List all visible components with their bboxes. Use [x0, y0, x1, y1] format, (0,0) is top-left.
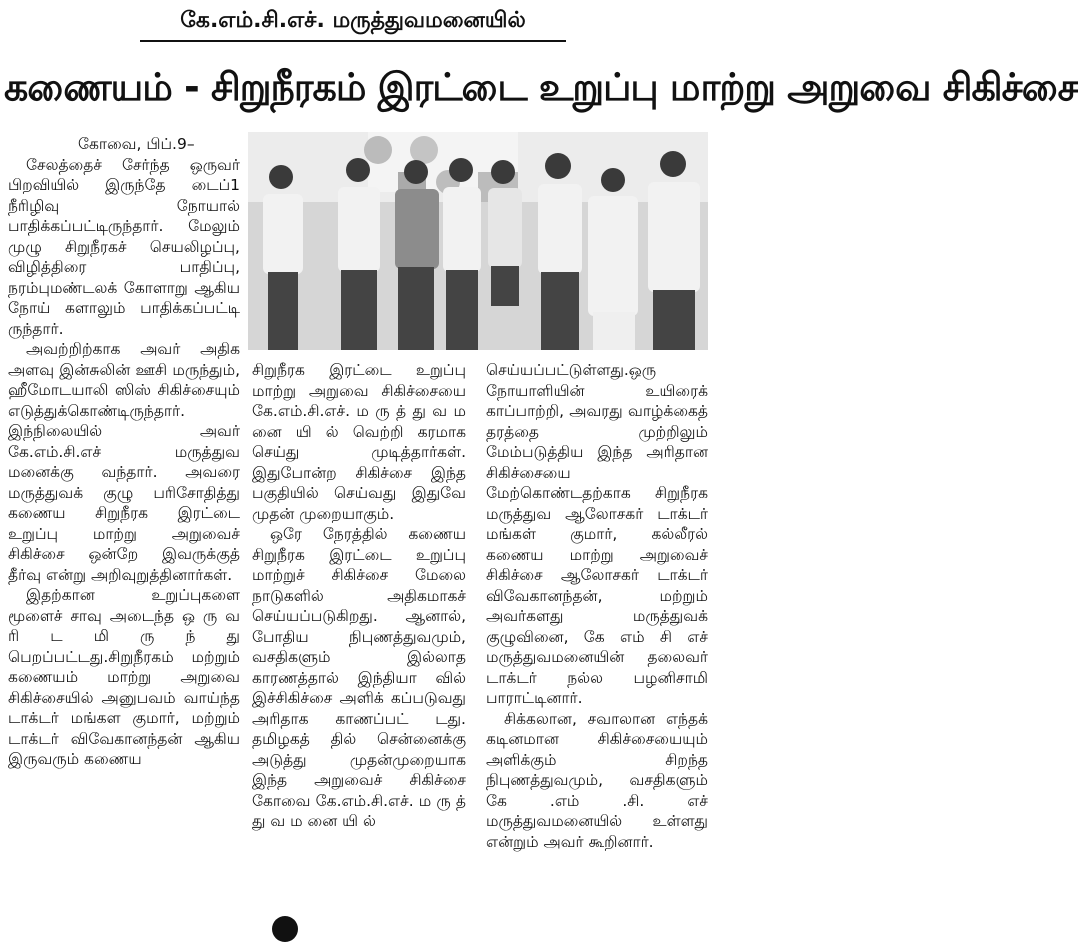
paragraph: சிறுநீரக இரட்டை உறுப்பு மாற்று அறுவை சிகிச்சையை கே.எம்.சி.எச். ம ரு த் து வ ம னை யி ல் வெற்றி கரமாக செய்து முடித்தார்கள். இதுபோன்ற சிகிச்சை இந்த பகுதியில் செய்வது இதுவே முதன் முறையாகும்.: [252, 361, 466, 523]
article-column-1: [8, 134, 240, 930]
paragraph: அவற்றிற்காக அவர் அதிக அளவு இன்சுலின் ஊசி மருந்தும், ஹீமோடயாலி ஸிஸ் சிகிச்சையும் எடுத்துக்கொண்டிருந்தார். இந்நிலையில் அவர் கே.எம்.சி.எச் மருத்துவ மனைக்கு வந்தார். அவரை மருத்துவக் குழு பரிசோதித்து கணைய சிறுநீரக இரட்டை உறுப்பு மாற்று அறுவைச் சிகிச்சை ஒன்றே இவருக்குத் தீர்வு என்று அறிவுறுத்தினார்கள்.: [8, 340, 240, 584]
paragraph: ஒரே நேரத்தில் கணைய சிறுநீரக இரட்டை உறுப்பு மாற்றுச் சிகிச்சை மேலை நாடுகளில் அதிகமாகச் செய்யப்படுகிறது. ஆனால், போதிய நிபுணத்துவமும், வசதிகளும் இல்லாத காரணத்தால் இந்தியா வில் இச்சிகிச்சை அளிக் கப்படுவது அரிதாக காணப்பட் டது. தமிழகத் தில் சென்னைக்கு அடுத்து முதன்முறையாக இந்த அறுவைச் சிகிச்சை கோவை கே.எம்.சி.எச். ம ரு த் து வ ம னை யி ல்: [252, 525, 466, 830]
kicker-underline: [140, 40, 566, 42]
headline: கணையம் - சிறுநீரகம் இரட்டை உறுப்பு மாற்று அறுவை சிகிச்சை: [4, 65, 1078, 109]
paragraph: சிக்கலான, சவாலான எந்தக் கடினமான சிகிச்சையையும் அளிக்கும் சிறந்த நிபுணத்துவமும், வசதிகளும் கே .எம் .சி. எச் மருத்துவமனையில் உள்ளது என்றும் அவர் கூறினார்.: [486, 709, 708, 851]
group-photo-illustration: [248, 132, 708, 350]
article-column-2: [252, 360, 466, 930]
page-marker-dot: [272, 916, 298, 942]
news-photo: [248, 132, 708, 350]
kicker-heading: கே.எம்.சி.எச். மருத்துவமனையில்: [180, 8, 526, 33]
article-column-3: [486, 360, 708, 930]
paragraph: சேலத்தைச் சேர்ந்த ஒருவர் பிறவியில் இருந்தே டைப்1 நீரிழிவு நோயால் பாதிக்கப்பட்டிருந்தார். மேலும் முழு சிறுநீரகச் செயலிழப்பு, விழித்திரை பாதிப்பு, நரம்புமண்டலக் கோளாறு ஆகிய நோய் களாலும் பாதிக்கப்பட்டி ருந்தார்.: [8, 155, 240, 338]
paragraph: செய்யப்பட்டுள்ளது.ஒரு நோயாளியின் உயிரைக் காப்பாற்றி, அவரது வாழ்க்கைத் தரத்தை முற்றிலும் மேம்படுத்திய இந்த அரிதான சிகிச்சையை மேற்கொண்டதற்காக சிறுநீரக மருத்துவ ஆலோசகர் டாக்டர் மங்கள் குமார், கல்லீரல் கணைய மாற்று அறுவைச் சிகிச்சை ஆலோசகர் டாக்டர் விவேகானந்தன், மற்றும் அவர்களது மருத்துவக் குழுவினை, கே எம் சி எச் மருத்துவமனையின் தலைவர் டாக்டர் நல்ல பழனிசாமி பாராட்டினார்.: [486, 361, 708, 707]
dateline: கோவை, பிப்.9–: [78, 135, 195, 153]
paragraph: இதற்கான உறுப்புகளை மூளைச் சாவு அடைந்த ஒ ரு வ ரி ட மி ரு ந் து பெறப்பட்டது.சிறுநீரகம் மற்றும் கணையம் மாற்று அறுவை சிகிச்சையில் அனுபவம் வாய்ந்த டாக்டர் மங்கள குமார், மற்றும் டாக்டர் விவேகானந்தன் ஆகிய இருவரும் கணைய: [8, 586, 240, 768]
